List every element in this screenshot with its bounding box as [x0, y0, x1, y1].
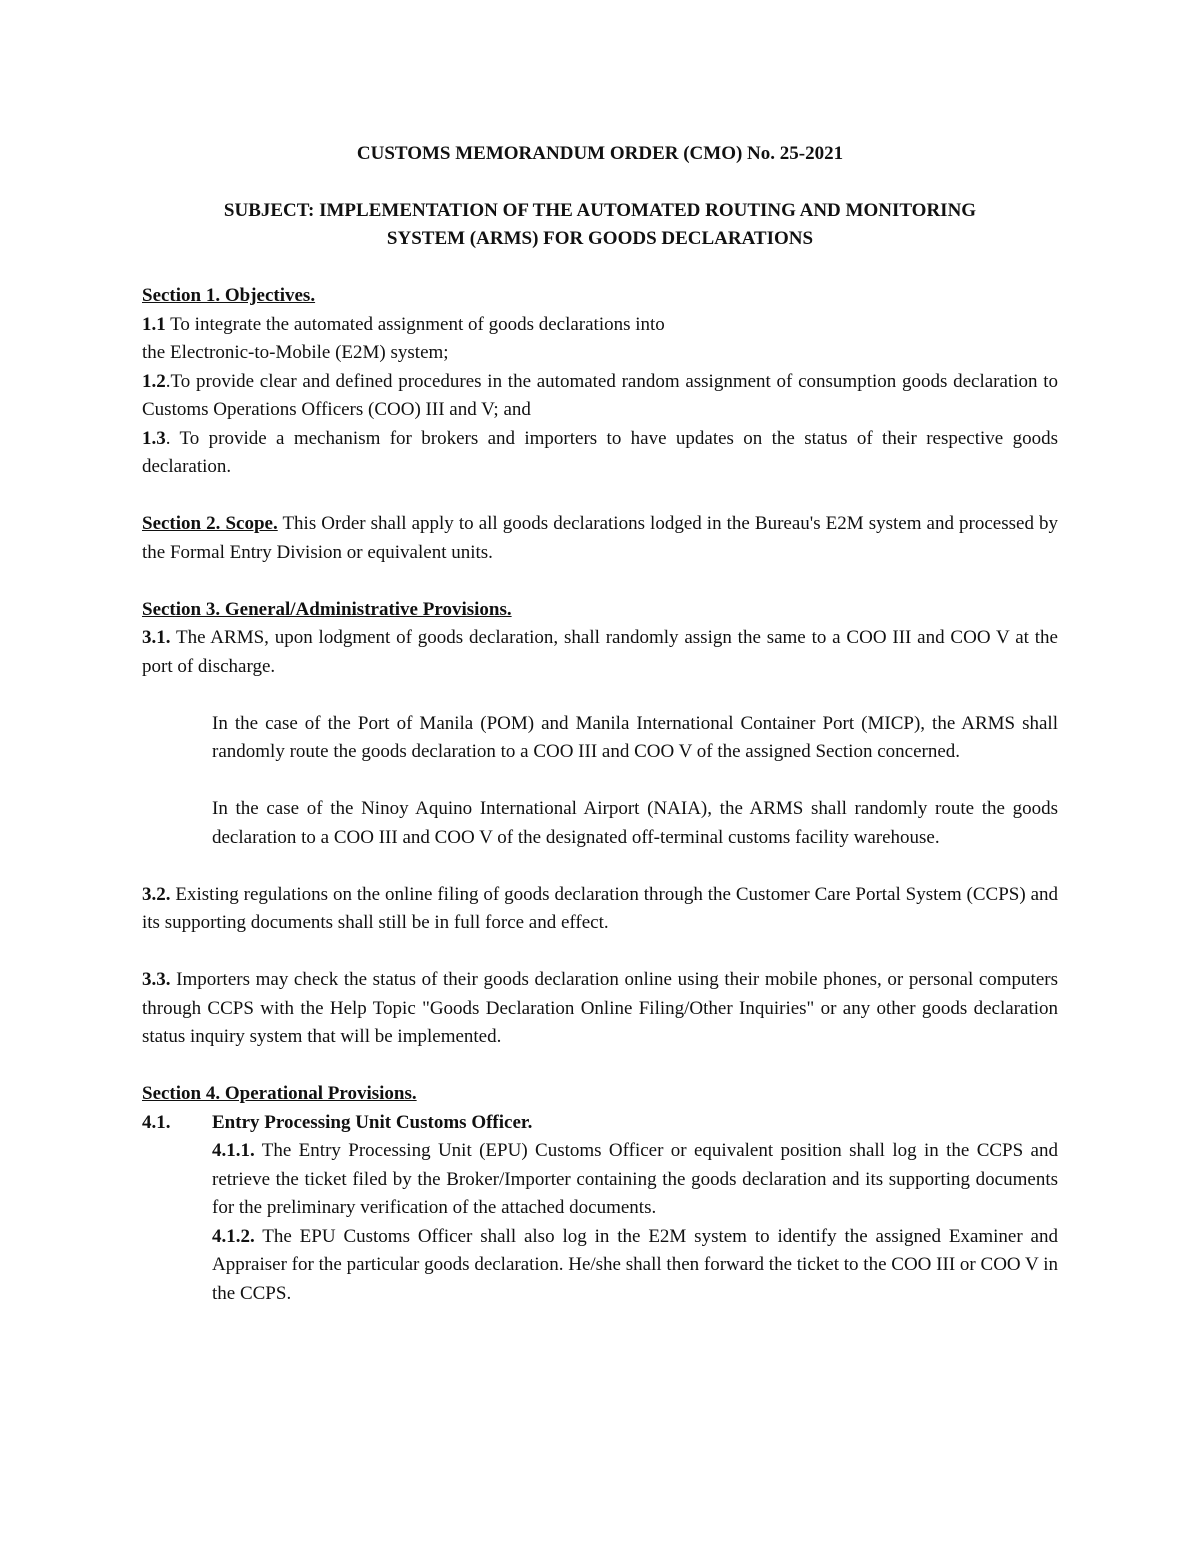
operational-4-1-1-text: The Entry Processing Unit (EPU) Customs Officer or equivalent position shall log in the CCPS and retrieve the ticket filed by the Broker/Importer containing the goods declaration and its supporting documents for the preliminary verification of the attached documents.: [212, 1140, 1058, 1218]
objective-1-3-number: 1.3: [142, 427, 166, 449]
provision-3-3-number: 3.3.: [142, 969, 171, 990]
operational-4-1-title: Entry Processing Unit Customs Officer.: [212, 1111, 533, 1133]
objective-1-3-text: . To provide a mechanism for brokers and importers to have updates on the status of their respective goods declaration.: [142, 427, 1058, 477]
section-1-title: Section 1. Objectives.: [142, 285, 316, 306]
objective-1-1-text: To integrate the automated assignment of goods declarations into: [165, 313, 665, 335]
objective-1-3: [142, 425, 1058, 482]
objective-1-2: [142, 368, 1058, 425]
provision-3-3: [142, 966, 1058, 1052]
spacer: [142, 254, 1058, 283]
section-2-title: Section 2. Scope.: [142, 513, 278, 534]
section-2-paragraph: [142, 510, 1058, 567]
operational-4-1-2: [212, 1223, 1058, 1309]
section-2-text: This Order shall apply to all goods declarations lodged in the Bureau's E2M system and processed by the Formal Entry Division or equivalent units.: [142, 513, 1059, 563]
spacer: [142, 938, 1058, 967]
section-3-title: Section 3. General/Administrative Provisions.: [142, 598, 512, 620]
section-4-heading: [142, 1080, 1058, 1109]
operational-4-1-1-number: 4.1.1.: [212, 1140, 255, 1161]
operational-4-1-2-text: The EPU Customs Officer shall also log in the E2M system to identify the assigned Examiner and Appraiser for the particular goods declaration. He/she shall then forward the ticket to the COO III or COO V in the CCPS.: [212, 1225, 1058, 1304]
spacer: [142, 567, 1058, 596]
document-title: CUSTOMS MEMORANDUM ORDER (CMO) No. 25-2021: [356, 143, 844, 164]
provision-3-2-text: Existing regulations on the online filing of goods declaration through the Customer Care Portal System (CCPS) and its supporting documents shall still be in full force and effect.: [142, 883, 1058, 933]
objective-1-1: [142, 311, 1058, 340]
spacer: [142, 681, 1058, 710]
spacer: [142, 1052, 1058, 1081]
provision-3-1-pom-paragraph: In the case of the Port of Manila (POM) and Manila International Container Port (MICP), the ARMS shall randomly route the goods declaration to a COO III and COO V of the assigned Section concerned.: [212, 712, 1058, 762]
operational-4-1-number: 4.1.: [142, 1111, 171, 1133]
provision-3-1: [142, 624, 1058, 681]
provision-3-1-number: 3.1.: [142, 627, 171, 648]
objective-1-1-number: 1.1: [142, 313, 166, 335]
spacer: [142, 482, 1058, 511]
provision-3-3-text: Importers may check the status of their goods declaration online using their mobile phones, or personal computers through CCPS with the Help Topic "Goods Declaration Online Filing/Other Inquiries" or any other goods declaration status inquiry system that will be implemented.: [142, 969, 1058, 1047]
objective-1-2-text: .To provide clear and defined procedures in the automated random assignment of consumption goods declaration to Customs Operations Officers (COO) III and V; and: [142, 370, 1058, 420]
subject-line-2: SYSTEM (ARMS) FOR GOODS DECLARATIONS: [386, 228, 814, 249]
spacer: [142, 767, 1058, 796]
provision-3-2-number: 3.2.: [142, 883, 171, 905]
operational-4-1: [142, 1109, 1058, 1138]
document-page: [142, 140, 1058, 1308]
operational-4-1-2-number: 4.1.2.: [212, 1225, 255, 1247]
provision-3-1-naia-paragraph: In the case of the Ninoy Aquino International Airport (NAIA), the ARMS shall randomly route the goods declaration to a COO III and COO V of the designated off-terminal customs facility warehouse.: [212, 798, 1058, 848]
spacer: [142, 169, 1058, 197]
provision-3-1-text: The ARMS, upon lodgment of goods declaration, shall randomly assign the same to a COO III and COO V at the port of discharge.: [142, 627, 1058, 677]
spacer: [142, 852, 1058, 881]
subject-line-1: SUBJECT: IMPLEMENTATION OF THE AUTOMATED ROUTING AND MONITORING: [223, 199, 977, 221]
provision-3-2: [142, 881, 1058, 938]
operational-4-1-1: [212, 1137, 1058, 1223]
objective-1-1-continued: the Electronic-to-Mobile (E2M) system;: [142, 342, 449, 363]
section-3-heading: [142, 596, 1058, 625]
section-4-title: Section 4. Operational Provisions.: [142, 1083, 417, 1104]
objective-1-2-number: 1.2: [142, 370, 166, 392]
section-1-heading: [142, 282, 1058, 311]
